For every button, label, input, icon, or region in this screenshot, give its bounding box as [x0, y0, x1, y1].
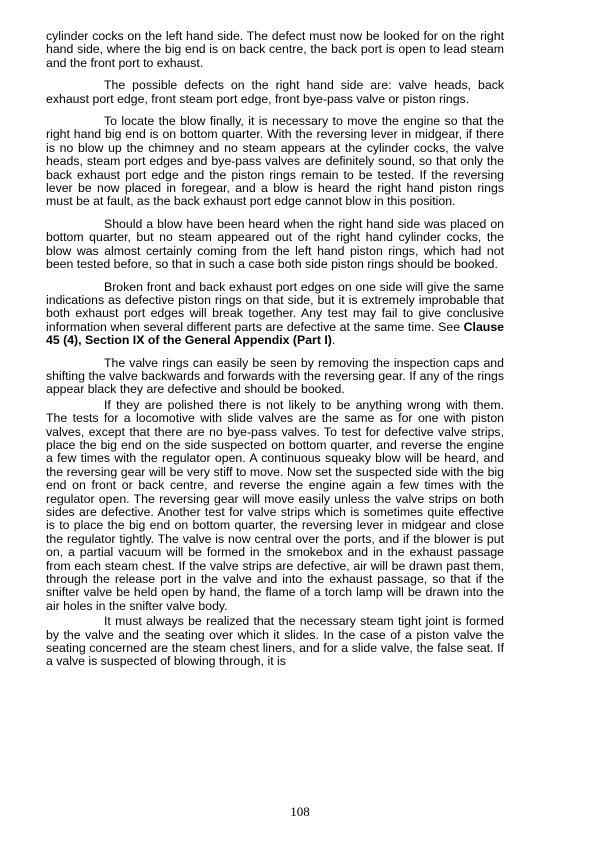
paragraph-1: cylinder cocks on the left hand side. The defect must now be looked for on the right hand side, where the big end is on back centre, the back port is open to lead steam and the front port to exhaust.	[46, 29, 504, 70]
paragraph-7: If they are polished there is not likely to be anything wrong with them. The tests for a locomotive with slide valves are the same as for one with piston valves, except that there are no bye-pass valves. To test for defective valve strips, place the big end on the side suspected on bottom quarter, and reverse the engine a few times with the regulator open. A continuous squeaky blow will be heard, and the reversing gear will be very stiff to move. Now set the suspected side with the big end on front or back centre, and reverse the engine again a few times with the regulator open. The reversing gear will move easily unless the valve strips on both sides are defective. Another test for valve strips which is sometimes quite effective is to place the big end on bottom quarter, the reversing lever in midgear and close the regulator tightly. The valve is now central over the ports, and if the blower is put on, a partial vacuum will be formed in the smokebox and in the exhaust passage from each steam chest. If the valve strips are defective, air will be drawn past them, through the release port in the valve and into the exhaust passage, so that if the snifter valve be held open by hand, the flame of a torch lamp will be drawn into the air holes in the snifter valve body.	[46, 397, 504, 613]
clause-reference: Clause 45 (4), Section IX of the General Appendix (Part I)	[46, 319, 504, 348]
paragraph-3: To locate the blow finally, it is necessary to move the engine so that the right hand big end is on bottom quarter. With the reversing lever in midgear, if there is no blow up the chimney and no steam appears at the cylinder cocks, the valve heads, steam port edges and bye-pass valves are definitely sound, so that only the back exhaust port edge and the piston rings remain to be tested. If the reversing lever be now placed in foregear, and a blow is heard the right hand piston rings must be at fault, as the back exhaust port edge cannot blow in this position.	[46, 114, 504, 209]
paragraph-5-end: .	[331, 333, 336, 348]
page-number: 108	[290, 804, 310, 819]
paragraph-5	[46, 281, 504, 348]
paragraph-4: Should a blow have been heard when the right hand side was placed on bottom quarter, but no steam appeared out of the right hand cylinder cocks, the blow was almost certainly coming from the left hand piston rings, which had not been tested before, so that in such a case both side piston rings should be booked.	[46, 216, 504, 272]
paragraph-8: It must always be realized that the necessary steam tight joint is formed by the valve and the seating over which it slides. In the case of a piston valve the seating concerned are the steam chest liners, and for a slide valve, the false seat. If a valve is suspected of blowing through, it is	[46, 614, 504, 669]
paragraph-6: The valve rings can easily be seen by removing the inspection caps and shifting the valve backwards and forwards with the reversing gear. If any of the rings appear black they are defective and should be booked.	[46, 355, 504, 397]
paragraph-5-text: Broken front and back exhaust port edges on one side will give the same indications as defective piston rings on that side, but it is extremely improbable that both exhaust port edges will break together. Any test may fail to give conclusive information when several different parts are defective at the same time. See	[46, 279, 504, 334]
paragraph-2: The possible defects on the right hand side are: valve heads, back exhaust port edge, front steam port edge, front bye-pass valve or piston rings.	[46, 78, 504, 106]
document-page	[46, 30, 504, 678]
